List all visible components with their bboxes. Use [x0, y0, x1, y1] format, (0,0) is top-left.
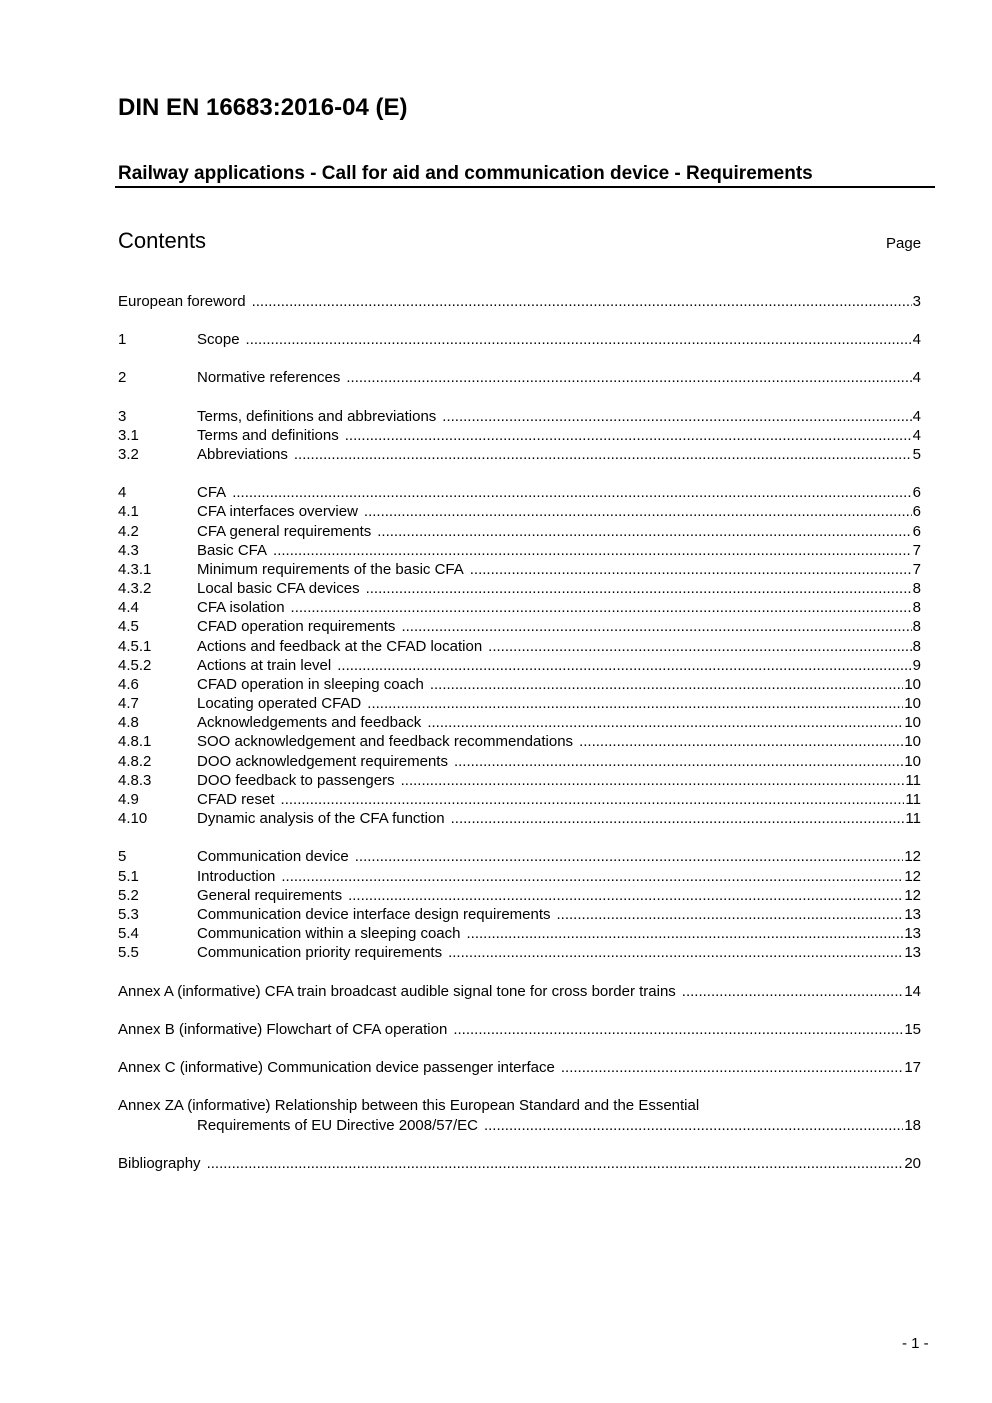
- toc-entry[interactable]: [118, 924, 921, 943]
- toc-leader-dots: [252, 293, 912, 311]
- toc-leader-dots: [488, 638, 911, 656]
- toc-leader-dots: [454, 753, 903, 771]
- toc-leader-dots: [337, 657, 911, 675]
- document-id: DIN EN 16683:2016-04 (E): [118, 94, 408, 121]
- toc-page-number: 8: [912, 580, 921, 597]
- toc-entry[interactable]: [118, 1058, 921, 1077]
- toc-number: 4.8.2: [118, 753, 152, 770]
- toc-leader-dots: [367, 695, 903, 713]
- toc-title: Actions at train level: [197, 657, 332, 674]
- toc-page-number: 11: [905, 791, 921, 808]
- page-column-label: Page: [886, 235, 922, 252]
- toc-leader-dots: [291, 599, 912, 617]
- toc-title: Bibliography: [118, 1155, 201, 1172]
- toc-title: Abbreviations: [197, 446, 288, 463]
- toc-leader-dots: [682, 983, 904, 1001]
- toc-entry[interactable]: [118, 1020, 921, 1039]
- toc-entry[interactable]: [118, 502, 921, 521]
- toc-title: Annex A (informative) CFA train broadcast audible signal tone for cross border trains: [118, 983, 676, 1000]
- toc-page-number: 10: [904, 676, 921, 693]
- toc-title: DOO acknowledgement requirements: [197, 753, 448, 770]
- toc-entry[interactable]: [118, 483, 921, 502]
- toc-entry[interactable]: [118, 541, 921, 560]
- toc-title: CFAD operation requirements: [197, 618, 396, 635]
- toc-page-number: 4: [912, 408, 921, 425]
- toc-page-number: 8: [912, 599, 921, 616]
- toc-number: 5.1: [118, 868, 139, 885]
- toc-leader-dots: [401, 772, 905, 790]
- toc-title: Annex C (informative) Communication device passenger interface: [118, 1059, 555, 1076]
- toc-title: Minimum requirements of the basic CFA: [197, 561, 464, 578]
- toc-leader-dots: [401, 618, 911, 636]
- toc-page-number: 14: [904, 983, 921, 1000]
- toc-page-number: 12: [904, 887, 921, 904]
- toc-entry[interactable]: [118, 867, 921, 886]
- page-number: - 1 -: [902, 1335, 929, 1352]
- toc-leader-dots: [346, 369, 911, 387]
- toc-number: 4.6: [118, 676, 139, 693]
- toc-entry[interactable]: [118, 617, 921, 636]
- toc-entry[interactable]: [118, 675, 921, 694]
- toc-leader-dots: [442, 408, 911, 426]
- toc-title: CFAD operation in sleeping coach: [197, 676, 424, 693]
- toc-page-number: 5: [912, 446, 921, 463]
- toc-number: 4.9: [118, 791, 139, 808]
- toc-entry[interactable]: [118, 771, 921, 790]
- toc-entry[interactable]: [118, 598, 921, 617]
- toc-entry[interactable]: [118, 752, 921, 771]
- toc-entry[interactable]: [118, 368, 921, 387]
- toc-page-number: 13: [904, 925, 921, 942]
- toc-number: 5.4: [118, 925, 139, 942]
- toc-title: Scope: [197, 331, 240, 348]
- toc-leader-dots: [355, 848, 904, 866]
- toc-page-number: 10: [904, 695, 921, 712]
- toc-title: Acknowledgements and feedback: [197, 714, 422, 731]
- toc-leader-dots: [348, 887, 903, 905]
- toc-entry[interactable]: [118, 847, 921, 866]
- toc-entry[interactable]: [118, 713, 921, 732]
- toc-page-number: 8: [912, 638, 921, 655]
- contents-title: Contents: [118, 228, 207, 253]
- toc-leader-dots: [561, 1059, 903, 1077]
- toc-leader-dots: [294, 446, 912, 464]
- toc-entry[interactable]: [118, 809, 921, 828]
- toc-page-number: 7: [912, 561, 921, 578]
- toc-entry[interactable]: [118, 982, 921, 1001]
- toc-entry[interactable]: [118, 445, 921, 464]
- toc-leader-dots: [364, 503, 912, 521]
- toc-title: SOO acknowledgement and feedback recommendations: [197, 733, 574, 750]
- toc-title: Communication within a sleeping coach: [197, 925, 461, 942]
- toc-number: 4.7: [118, 695, 139, 712]
- toc-title: Basic CFA: [197, 542, 268, 559]
- toc-entry[interactable]: [118, 886, 921, 905]
- toc-leader-dots: [345, 427, 912, 445]
- toc-entry[interactable]: [118, 426, 921, 445]
- toc-title: Locating operated CFAD: [197, 695, 362, 712]
- toc-page-number: 10: [904, 733, 921, 750]
- toc-title: Normative references: [197, 369, 341, 386]
- toc-title: CFAD reset: [197, 791, 275, 808]
- toc-leader-dots: [377, 523, 911, 541]
- toc-number: 3: [118, 408, 127, 425]
- toc-entry[interactable]: [118, 407, 921, 426]
- toc-entry[interactable]: [118, 292, 921, 311]
- toc-leader-dots: [484, 1117, 903, 1135]
- toc-number: 5: [118, 848, 127, 865]
- toc-page-number: 3: [912, 293, 921, 310]
- toc-number: 5.5: [118, 944, 139, 961]
- toc-entry[interactable]: [118, 560, 921, 579]
- header-rule: [115, 186, 935, 188]
- toc-number: 4.3: [118, 542, 139, 559]
- toc-title: Communication priority requirements: [197, 944, 443, 961]
- toc-leader-dots: [427, 714, 903, 732]
- toc-number: 3.1: [118, 427, 139, 444]
- toc-number: 5.2: [118, 887, 139, 904]
- toc-number: 4.8: [118, 714, 139, 731]
- toc-title: Communication device interface design requirements: [197, 906, 551, 923]
- toc-number: 2: [118, 369, 127, 386]
- toc-page-number: 8: [912, 618, 921, 635]
- toc-leader-dots: [281, 868, 903, 886]
- toc-entry[interactable]: [118, 905, 921, 924]
- toc-page-number: 4: [912, 369, 921, 386]
- toc-title: Requirements of EU Directive 2008/57/EC: [197, 1117, 478, 1134]
- toc-number: 1: [118, 331, 127, 348]
- toc-page-number: 9: [912, 657, 921, 674]
- toc-number: 4.8.3: [118, 772, 152, 789]
- toc-title: Communication device: [197, 848, 349, 865]
- toc-title: Actions and feedback at the CFAD location: [197, 638, 483, 655]
- toc-title: CFA: [197, 484, 227, 501]
- toc-title: Annex B (informative) Flowchart of CFA operation: [118, 1021, 448, 1038]
- toc-title: DOO feedback to passengers: [197, 772, 395, 789]
- toc-title: CFA interfaces overview: [197, 503, 358, 520]
- toc-leader-dots: [557, 906, 904, 924]
- toc-page-number: 6: [912, 503, 921, 520]
- toc-page-number: 11: [905, 810, 921, 827]
- document-subtitle: Railway applications - Call for aid and communication device - Requirements: [118, 163, 813, 184]
- toc-number: 4.1: [118, 503, 139, 520]
- toc-leader-dots: [281, 791, 905, 809]
- toc-entry[interactable]: [118, 579, 921, 598]
- toc-entry[interactable]: [118, 637, 921, 656]
- toc-page-number: 7: [912, 542, 921, 559]
- toc-page-number: 20: [904, 1155, 921, 1172]
- toc-leader-dots: [366, 580, 912, 598]
- toc-title: Terms and definitions: [197, 427, 339, 444]
- toc-page-number: 4: [912, 331, 921, 348]
- toc-leader-dots: [451, 810, 905, 828]
- toc-number: 4.8.1: [118, 733, 152, 750]
- toc-leader-dots: [232, 484, 911, 502]
- toc-entry[interactable]: [118, 656, 921, 675]
- toc-page-number: 17: [904, 1059, 921, 1076]
- toc-leader-dots: [207, 1155, 904, 1173]
- toc-leader-dots: [448, 944, 903, 962]
- toc-entry[interactable]: [118, 1116, 921, 1135]
- toc-page-number: 6: [912, 523, 921, 540]
- toc-number: 4.4: [118, 599, 139, 616]
- toc-number: 4.3.2: [118, 580, 152, 597]
- toc-annex-za-heading[interactable]: Annex ZA (informative) Relationship between this European Standard and the Essential: [118, 1097, 700, 1114]
- toc-leader-dots: [430, 676, 904, 694]
- toc-page-number: 12: [904, 868, 921, 885]
- toc-page-number: 10: [904, 753, 921, 770]
- toc-page-number: 13: [904, 906, 921, 923]
- toc-number: 4.5.2: [118, 657, 152, 674]
- toc-entry[interactable]: [118, 694, 921, 713]
- toc-leader-dots: [273, 542, 912, 560]
- toc-page-number: 11: [905, 772, 921, 789]
- toc-number: 3.2: [118, 446, 139, 463]
- toc-number: 4.10: [118, 810, 148, 827]
- toc-title: General requirements: [197, 887, 343, 904]
- toc-title: Local basic CFA devices: [197, 580, 360, 597]
- toc-number: 5.3: [118, 906, 139, 923]
- toc-entry[interactable]: [118, 1154, 921, 1173]
- toc-entry[interactable]: [118, 732, 921, 751]
- toc-leader-dots: [579, 733, 903, 751]
- toc-number: 4.3.1: [118, 561, 152, 578]
- toc-page-number: 18: [904, 1117, 921, 1134]
- toc-page-number: 6: [912, 484, 921, 501]
- toc-leader-dots: [453, 1021, 903, 1039]
- toc-page-number: 4: [912, 427, 921, 444]
- toc-number: 4.5.1: [118, 638, 152, 655]
- toc-page-number: 12: [904, 848, 921, 865]
- toc-number: 4.5: [118, 618, 139, 635]
- toc-title: Introduction: [197, 868, 276, 885]
- toc-title: CFA isolation: [197, 599, 285, 616]
- toc-leader-dots: [246, 331, 912, 349]
- toc-entry[interactable]: [118, 790, 921, 809]
- toc-page-number: 13: [904, 944, 921, 961]
- toc-number: 4.2: [118, 523, 139, 540]
- toc-page-number: 15: [904, 1021, 921, 1038]
- toc-entry[interactable]: [118, 330, 921, 349]
- toc-title: CFA general requirements: [197, 523, 372, 540]
- toc-title: Dynamic analysis of the CFA function: [197, 810, 445, 827]
- toc-leader-dots: [470, 561, 912, 579]
- toc-leader-dots: [466, 925, 903, 943]
- toc-number: 4: [118, 484, 127, 501]
- toc-entry[interactable]: [118, 943, 921, 962]
- toc-page-number: 10: [904, 714, 921, 731]
- toc-title: Terms, definitions and abbreviations: [197, 408, 437, 425]
- toc-title: European foreword: [118, 293, 246, 310]
- toc-entry[interactable]: [118, 522, 921, 541]
